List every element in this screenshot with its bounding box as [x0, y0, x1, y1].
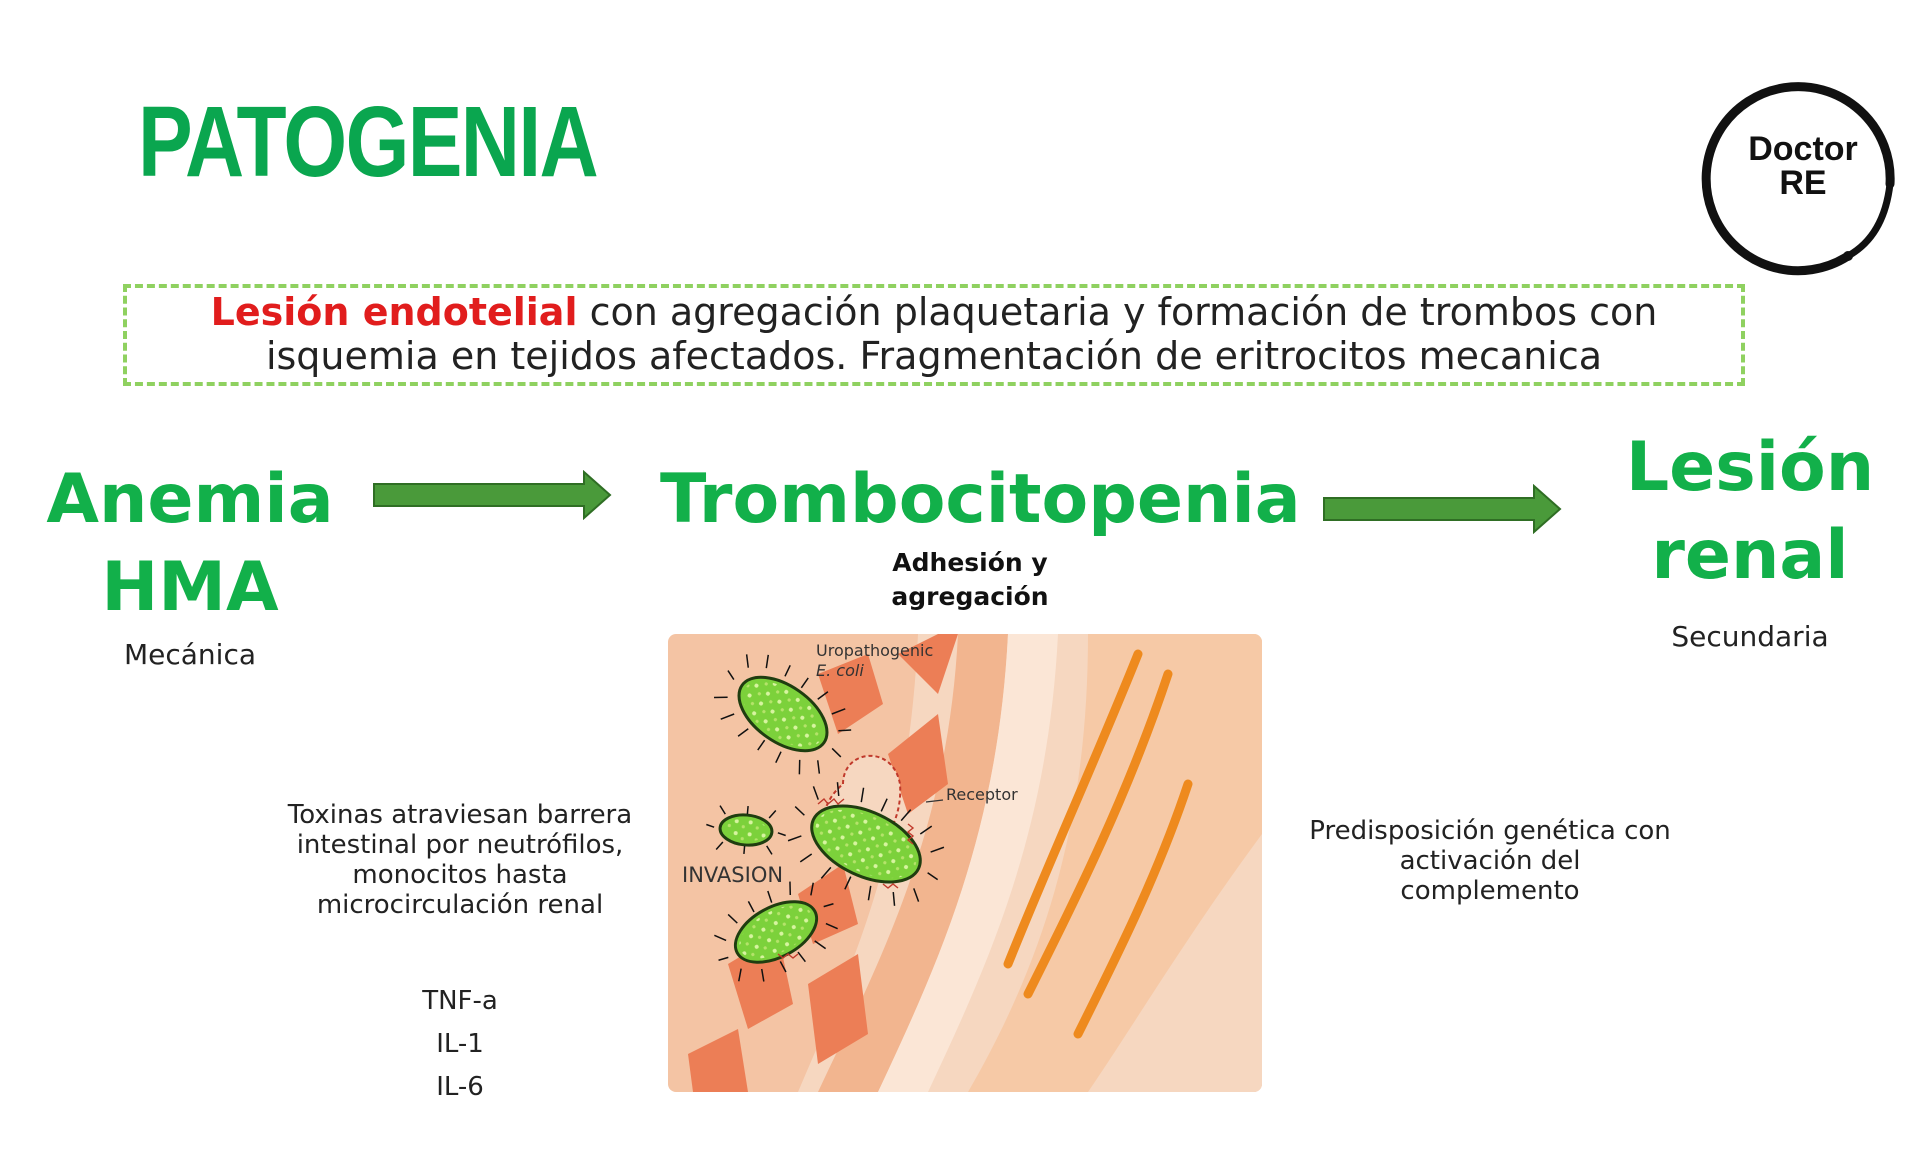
summary-highlight: Lesión endotelial — [210, 290, 578, 334]
predisposicion-line-2: activación del — [1399, 846, 1581, 876]
summary-text — [123, 290, 1745, 378]
trombocitopenia-heading: Trombocitopenia — [660, 460, 1301, 539]
predisposicion-text — [1270, 816, 1710, 906]
arrow-right-icon — [372, 470, 612, 520]
cytokine-item: IL-6 — [436, 1072, 484, 1102]
arrow-right-icon — [1322, 484, 1562, 534]
lesion-renal-heading — [1600, 424, 1900, 601]
logo-line-2: RE — [1779, 164, 1827, 202]
summary-line-2: isquemia en tejidos afectados. Fragmentación de eritrocitos mecanica — [265, 334, 1603, 378]
trombocitopenia-sub-1: Adhesión y — [892, 548, 1048, 577]
trombocitopenia-sub-2: agregación — [891, 582, 1049, 611]
anemia-line-1: Anemia — [46, 460, 334, 539]
logo-text — [1740, 132, 1866, 200]
illustration-label-receptor: Receptor — [946, 785, 1018, 804]
illustration-label-ecoli: E. coli — [816, 661, 864, 680]
toxinas-line-4: microcirculación renal — [316, 890, 604, 920]
toxinas-line-1: Toxinas atraviesan barrera — [287, 800, 633, 830]
anemia-subtitle: Mecánica — [123, 638, 256, 671]
trombocitopenia-subtitle — [830, 546, 1110, 614]
anemia-line-2: HMA — [101, 548, 279, 628]
anemia-heading — [40, 456, 340, 633]
toxinas-text — [250, 800, 670, 920]
logo-line-1: Doctor — [1748, 130, 1858, 168]
toxinas-line-2: intestinal por neutrófilos, — [296, 830, 624, 860]
cytokine-list — [380, 980, 540, 1109]
summary-line-1: con agregación plaquetaria y formación de trombos con — [577, 290, 1658, 334]
lesion-renal-line-2: renal — [1651, 516, 1849, 596]
predisposicion-line-3: complemento — [1400, 876, 1580, 906]
lesion-renal-subtitle: Secundaria — [1671, 620, 1829, 653]
illustration-label-bacteria: Uropathogenic — [816, 641, 934, 660]
cytokine-item: IL-1 — [436, 1029, 484, 1059]
toxinas-line-3: monocitos hasta — [352, 860, 568, 890]
bacteria-invasion-illustration — [668, 634, 1262, 1092]
predisposicion-line-1: Predisposición genética con — [1309, 816, 1671, 846]
illustration-label-invasion: INVASION — [682, 863, 784, 887]
cytokine-item: TNF-a — [422, 986, 498, 1016]
page-title: PATOGENIA — [138, 86, 598, 198]
lesion-renal-line-1: Lesión — [1625, 428, 1875, 507]
